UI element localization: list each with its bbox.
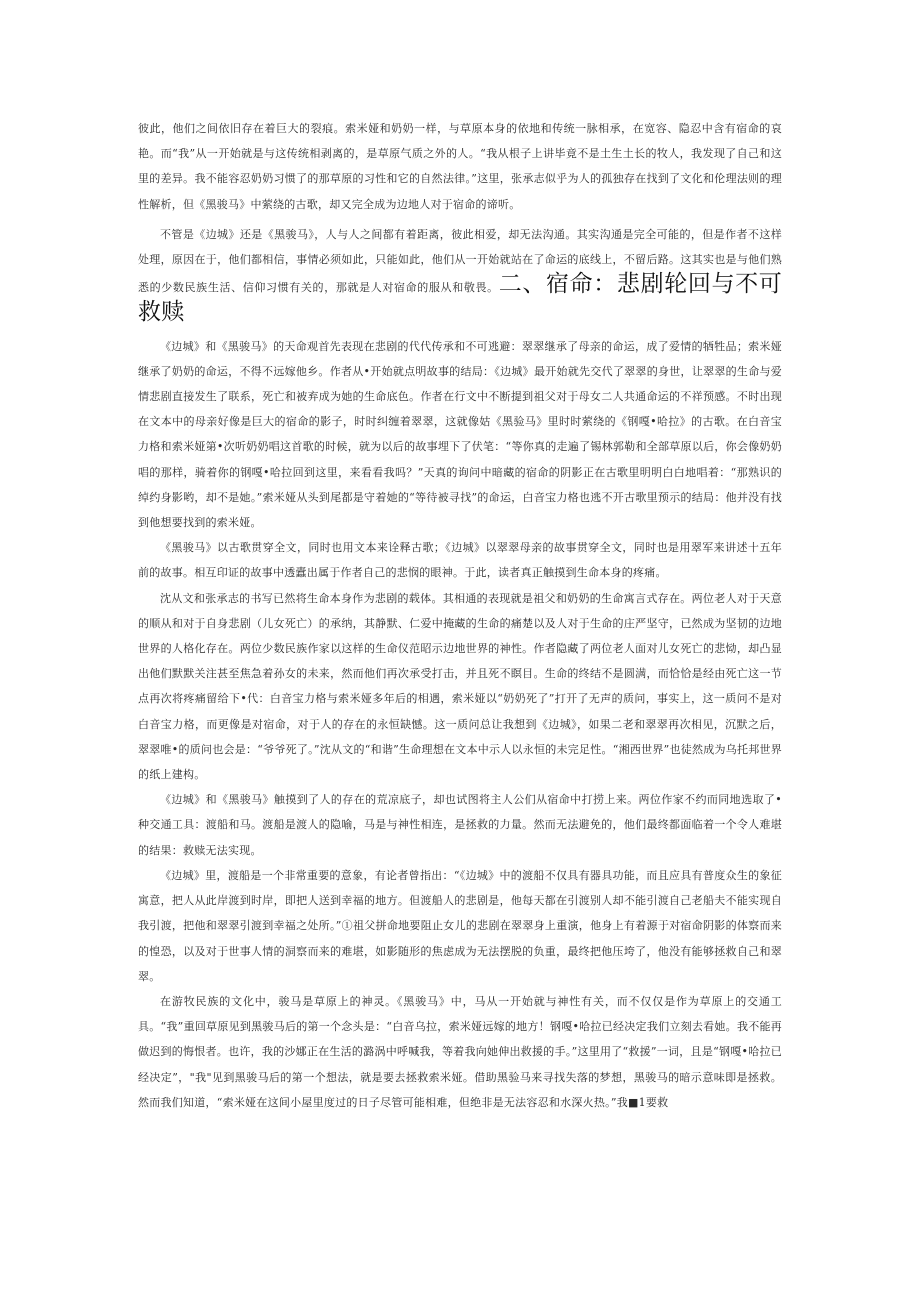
body-paragraph: 沈从文和张承志的书写已然将生命本身作为悲剧的载体。其相通的表现就是祖父和奶奶的生命寓言式存在。两位老人对于天意的顺从和对于自身悲剧（儿女死亡）的承纳，其静默、仁爱中掩藏的生命的痛楚以及人对于生命的庄严坚守，已然成为坚韧的边地世界的人格化存在。两位少数民族作家以这样的生命仪范昭示边地世界的神性。作者隐藏了两位老人面对儿女死亡的悲恸，却凸显出他们默默关注甚至焦急着孙女的未来，然而他们再次承受打击，并且死不瞑目。生命的终结不是圆满，而恰恰是经由死亡这一节点再次将疼痛留给下•代：白音宝力格与索米娅多年后的相遇，索米娅以“奶奶死了”打开了无声的质问，事实上，这一质问不是对白音宝力格，而更像是对宿命，对于人的存在的永恒缺憾。这一质问总让我想到《边城》，如果二老和翠翠再次相见，沉默之后，翠翠唯•的质问也会是：“爷爷死了。”沈从文的“和谐”生命理想在文本中示人以永恒的未完足性。“湘西世界”也徒然成为乌托邦世界的纸上建构。 bbox=[138, 591, 782, 782]
pre-heading-text: 不管是《边城》还是《黑骏马》，人与人之间都有着距离，彼此相爱，却无法沟通。其实沟通是完全可能的，但是作者不这样处理，原因在于，他们都相信，事情必须如此，只能如此，他们从一开始就站在了命运的底线上，不留后路。这其实也是与他们熟悉的少数民族生活、信仰习惯有关的，那就是人对宿命的服从和敬畏。 bbox=[138, 227, 782, 295]
body-paragraph: 《黑骏马》以古歌贯穿全文，同时也用文本来诠释古歌；《边城》以翠翠母亲的故事贯穿全文，同时也是用翠军来讲述十五年前的故事。相互印证的故事中透蠹出属于作者自己的悲悯的眼神。于此，读者真正触摸到生命本身的疼痛。 bbox=[138, 541, 782, 580]
body-paragraph: 《边城》和《黑骏马》的天命观首先表现在悲剧的代代传承和不可逃避：翠翠继承了母亲的命运，成了爱情的牺牲品；索米娅继承了奶奶的命运，不得不远嫁他乡。作者从•开始就点明故事的结局：《边城》最开始就先交代了翠翠的身世，让翠翠的生命与爱情悲剧直接发生了联系，死亡和被弃成为她的生命底色。作者在行文中不断提到祖父对于母女二人共通命运的不祥预感。不时出现在文本中的母亲好像是巨大的宿命的影子，时时纠缠着翠翠，这就像姑《黑验马》里时时萦绕的《钢嘎•哈拉》的古歌。在白音宝力格和索米娅第•次听奶奶唱这首歌的时候，就为以后的故事埋下了伏笔：“等你真的走遍了锡林郭勒和全部草原以后，你会像奶奶唱的那样，骑着你的钢嘎•哈拉回到这里，来看看我吗？”天真的询问中暗藏的宿命的阴影正在古歌里明明白白地唱着：“那熟识的绰约身影哟，却不是她。”索米娅从头到尾都是守着她的“等待被寻找”的命运，白音宝力格也逃不开古歌里预示的结局：他并没有找到他想要找到的索米娅。 bbox=[138, 339, 782, 530]
pre-heading-paragraph bbox=[138, 222, 782, 329]
body-paragraph: 《边城》和《黑骏马》触摸到了人的存在的荒凉底子，却也试图将主人公们从宿命中打捞上来。两位作家不约而同地选取了•种交通工具：渡船和马。渡船是渡人的隐喻，马是与神性相连，是拯救的力量。然而无法避免的，他们最终都面临着一个令人难堪的结果：救赎无法实现。 bbox=[138, 793, 782, 857]
intro-paragraph: 彼此，他们之间依旧存在着巨大的裂痕。索米娅和奶奶一样，与草原本身的依地和传统一脉相承，在宽容、隐忍中含有宿命的哀艳。而“我”从一开始就是与这传统相剥离的，是草原气质之外的人。“我从根子上讲毕竟不是土生土长的牧人，我发现了自己和这里的差异。我不能容忍奶奶习惯了的那草原的习性和它的自然法律。”这里，张承志似乎为人的孤独存在找到了文化和伦理法则的理性解析，但《黑骏马》中萦绕的古歌，却又完全成为边地人对于宿命的谛听。 bbox=[138, 122, 782, 211]
section-heading: 二、宿命：悲剧轮回与不可救赎 bbox=[138, 271, 783, 326]
document-page bbox=[138, 116, 782, 1115]
body-paragraph: 《边城》里，渡船是一个非常重要的意象，有论者曾指出：“《边城》中的渡船不仅具有器具功能，而且应具有普度众生的象征寓意，把人从此岸渡到时岸，即把人送到幸福的地方。但渡船人的悲剧是，他每天都在引渡别人却不能引渡自己老船夫不能实现自我引渡，把他和翠翠引渡到幸福之处所。”①祖父拼命地要阻止女儿的悲剧在翠翠身上重演，他身上有着源于对宿命阴影的体察而来的惶恐，以及对于世事人情的洞察而来的难堪，如影随形的焦虑成为无法摆脱的负重，最终把他压垮了，他没有能够拯救自己和翠翠。 bbox=[138, 868, 782, 983]
body-paragraph: 在游牧民族的文化中，骏马是草原上的神灵。《黑骏马》中，马从一开始就与神性有关，而不仅仅是作为草原上的交通工具。“我”重回草原见到黑骏马后的第一个念头是：“白音乌拉，索米娅远嫁的地方！钢嘎•哈拉已经决定我们立刻去看她。我不能再做迟到的悔恨者。也许，我的沙娜正在生活的潞涡中呼喊我，等着我向她伸出救援的手。”这里用了“救援”一词，且是“钢嘎•哈拉已经决定”，"我"见到黑骏马后的第一个想法，就是要去拯救索米娅。借助黑验马来寻找失落的梦想，黑骏马的暗示意味即是拯救。然而我们知道，“索米娅在这间小屋里度过的日子尽管可能相难，但绝非是无法容忍和水深火热。”我■1要救 bbox=[138, 994, 782, 1109]
